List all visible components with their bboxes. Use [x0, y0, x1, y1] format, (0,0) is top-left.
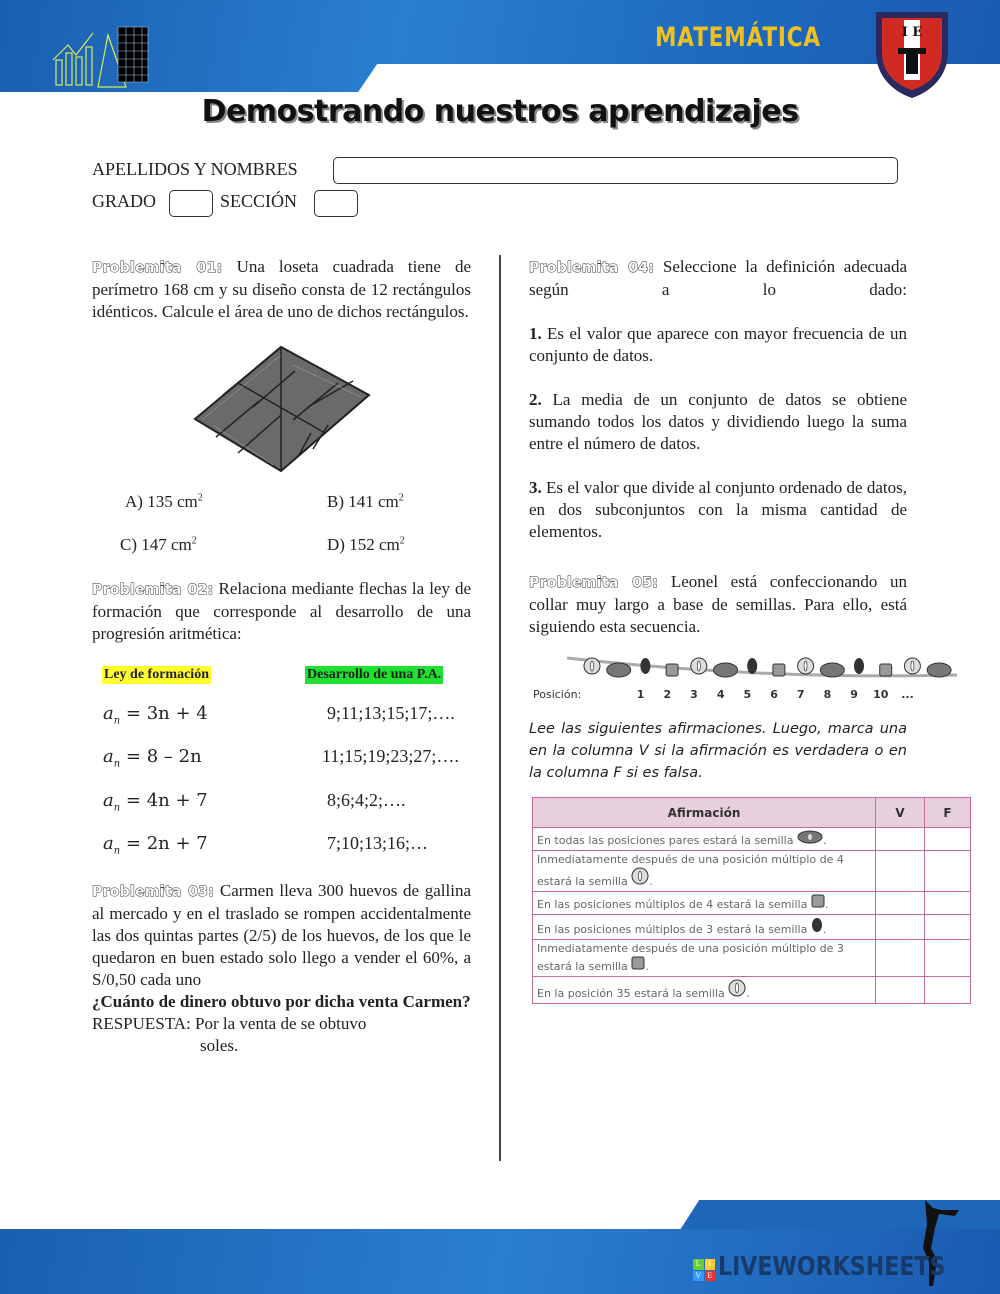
gray-oval-seed-icon [820, 663, 844, 677]
problem-text: Leonel está confeccionando un collar muy largo a base de semillas. Para ello, está siguiendo esta secuencia. [529, 572, 908, 636]
math-decoration-icon [48, 25, 158, 93]
position-number: 1 [636, 688, 645, 701]
names-label: APELLIDOS Y NOMBRES [92, 159, 298, 179]
option-d[interactable]: D) 152 $cm^2$ [327, 535, 405, 554]
true-cell[interactable] [876, 892, 925, 915]
sequence-item[interactable]: 7;10;13;16;… [327, 833, 429, 853]
false-cell[interactable] [925, 828, 971, 851]
true-cell[interactable] [876, 828, 925, 851]
false-cell[interactable] [925, 892, 971, 915]
problem-04 [529, 256, 907, 543]
position-number: 6 [770, 688, 778, 701]
definition-item: 3. Es el valor que divide al conjunto ordenado de datos, en dos subconjuntos con la misma cantidad de elementos. [529, 478, 907, 541]
white-round-seed-icon [584, 658, 600, 674]
white-round-seed-icon [798, 658, 814, 674]
position-label: Posición: [533, 688, 582, 701]
gray-oval-seed-icon [797, 830, 823, 844]
false-cell[interactable] [925, 915, 971, 940]
column-divider [499, 255, 501, 1161]
white-round-seed-icon [691, 658, 707, 674]
position-number: 7 [796, 688, 805, 701]
names-input[interactable] [333, 157, 898, 184]
problem-label: Problemita 03: [92, 884, 215, 900]
table-row [533, 940, 971, 977]
problem-label: Problemita 05: [529, 575, 659, 591]
sequence-header: Desarrollo de una P.A. [307, 667, 442, 682]
grade-input[interactable] [169, 190, 213, 217]
white-round-seed-icon [728, 979, 746, 997]
statement-cell: En las posiciones múltiplos de 3 estará la semilla . [533, 915, 876, 940]
problem-text: Carmen lleva 300 huevos de gallina al mercado y en el traslado se rompen accidentalmente las dos quintas partes (2/5) de los huevos, de los que le quedaron en buen estado solo llego a vender el 60%, a S/0,50 cada uno [92, 881, 472, 989]
white-round-seed-icon [904, 658, 920, 674]
position-number: 10 [873, 688, 889, 701]
statement-cell: En la posición 35 estará la semilla . [533, 977, 876, 1004]
true-cell[interactable] [876, 851, 925, 892]
gray-oval-seed-icon [714, 663, 738, 677]
option-b[interactable]: B) 141 $cm^2$ [327, 492, 404, 511]
liveworksheets-badge-icon: L I V E [693, 1259, 715, 1281]
liveworksheets-logo: LIVEWORKSHEETS [718, 1252, 946, 1282]
table-row [533, 915, 971, 940]
statement-cell: En las posiciones múltiplos de 4 estará la semilla . [533, 892, 876, 915]
formation-law[interactable]: $a_n = 2n + 7$ [103, 833, 208, 857]
table-row [533, 851, 971, 892]
option-c[interactable]: C) 147 $cm^2$ [120, 535, 197, 554]
definition-item: 1. Es el valor que aparece con mayor frecuencia de un conjunto de datos. [529, 324, 907, 365]
gray-oval-seed-icon [607, 663, 631, 677]
problem-text-line: Problemita 04: Seleccione la definición adecuada según a lo dado: [529, 257, 908, 299]
header-statement: Afirmación [533, 798, 876, 828]
problem-label: Problemita 02: [92, 582, 214, 598]
problem-text: Una loseta cuadrada tiene de perímetro 168 cm y su diseño consta de 12 rectángulos idénticos. Calcule el área de uno de dichos rectángulos. [92, 257, 472, 321]
problem-label: Problemita 04: [529, 260, 655, 276]
svg-text:I E: I E [901, 25, 923, 40]
true-false-table [532, 797, 971, 1004]
formation-law[interactable]: $a_n = 3n + 4$ [103, 703, 208, 727]
position-number: 4 [716, 688, 725, 701]
instructions: Lee las siguientes afirmaciones. Luego, marca una en la columna V si la afirmación es verdadera o en la columna F si es falsa. [529, 721, 907, 781]
formation-law[interactable]: $a_n = 4n + 7$ [103, 790, 208, 814]
problem-text: Relaciona mediante flechas la ley de formación que corresponde al desarrollo de una progresión aritmética: [92, 579, 472, 643]
position-number: 9 [850, 688, 858, 701]
grade-label: GRADO [92, 191, 157, 211]
definition-item: 2. La media de un conjunto de datos se obtiene sumando todos los datos y dividiendo luego la suma entre el número de datos. [529, 390, 907, 453]
square-tile-image [193, 345, 371, 473]
section-label: SECCIÓN [220, 191, 298, 211]
school-logo-shield [872, 8, 952, 100]
subject-title: MATEMÁTICA [655, 22, 821, 53]
statement-cell: En todas las posiciones pares estará la semilla . [533, 828, 876, 851]
white-round-seed-icon [631, 867, 649, 885]
position-number: ... [901, 688, 914, 701]
position-row [533, 688, 921, 701]
dark-oval-seed-icon [640, 658, 650, 674]
true-cell[interactable] [876, 915, 925, 940]
header-true: V [876, 798, 925, 828]
problem-label: Problemita 01: [92, 260, 223, 276]
law-header: Ley de formación [104, 667, 209, 682]
answer-label: RESPUESTA: [92, 1014, 191, 1033]
formation-law[interactable]: $a_n = 8 - 2n$ [103, 746, 202, 770]
statement-cell: Inmediatamente después de una posición múltiplo de 3 estará la semilla . [533, 940, 876, 977]
table-row [533, 977, 971, 1004]
position-number: 8 [823, 688, 832, 701]
false-cell[interactable] [925, 940, 971, 977]
position-number: 5 [743, 688, 752, 701]
dark-oval-seed-icon [854, 658, 864, 674]
problem-01 [92, 256, 471, 323]
dark-oval-seed-icon [811, 917, 823, 933]
answer-text: Por la venta de se obtuvo [195, 1014, 367, 1033]
true-cell[interactable] [876, 940, 925, 977]
false-cell[interactable] [925, 851, 971, 892]
true-cell[interactable] [876, 977, 925, 1004]
square-seed-icon [631, 956, 645, 970]
sequence-item[interactable]: 8;6;4;2;…. [327, 790, 406, 810]
position-number: 2 [663, 688, 672, 701]
square-seed-icon [773, 664, 785, 676]
answer-unit: soles. [200, 1036, 239, 1055]
header-false: F [925, 798, 971, 828]
sequence-item[interactable]: 11;15;19;23;27;…. [322, 746, 459, 766]
section-input[interactable] [314, 190, 358, 217]
square-seed-icon [666, 664, 678, 676]
dark-oval-seed-icon [747, 658, 757, 674]
gray-oval-seed-icon [927, 663, 951, 677]
seed-necklace-image [565, 650, 960, 685]
square-seed-icon [811, 894, 825, 908]
table-row [533, 892, 971, 915]
problem-05 [529, 571, 907, 638]
statement-cell: Inmediatamente después de una posición múltiplo de 4 estará la semilla . [533, 851, 876, 892]
problem-02 [92, 578, 471, 645]
problem-03 [92, 880, 471, 1057]
table-row [533, 828, 971, 851]
option-a[interactable]: A) 135 $cm^2$ [125, 492, 203, 511]
square-seed-icon [880, 664, 892, 676]
false-cell[interactable] [925, 977, 971, 1004]
page-title: Demostrando nuestros aprendizajes [201, 94, 799, 129]
problem-question: ¿Cuánto de dinero obtuvo por dicha venta Carmen? [92, 992, 471, 1011]
sequence-item[interactable]: 9;11;13;15;17;…. [327, 703, 455, 723]
position-number: 3 [690, 688, 698, 701]
